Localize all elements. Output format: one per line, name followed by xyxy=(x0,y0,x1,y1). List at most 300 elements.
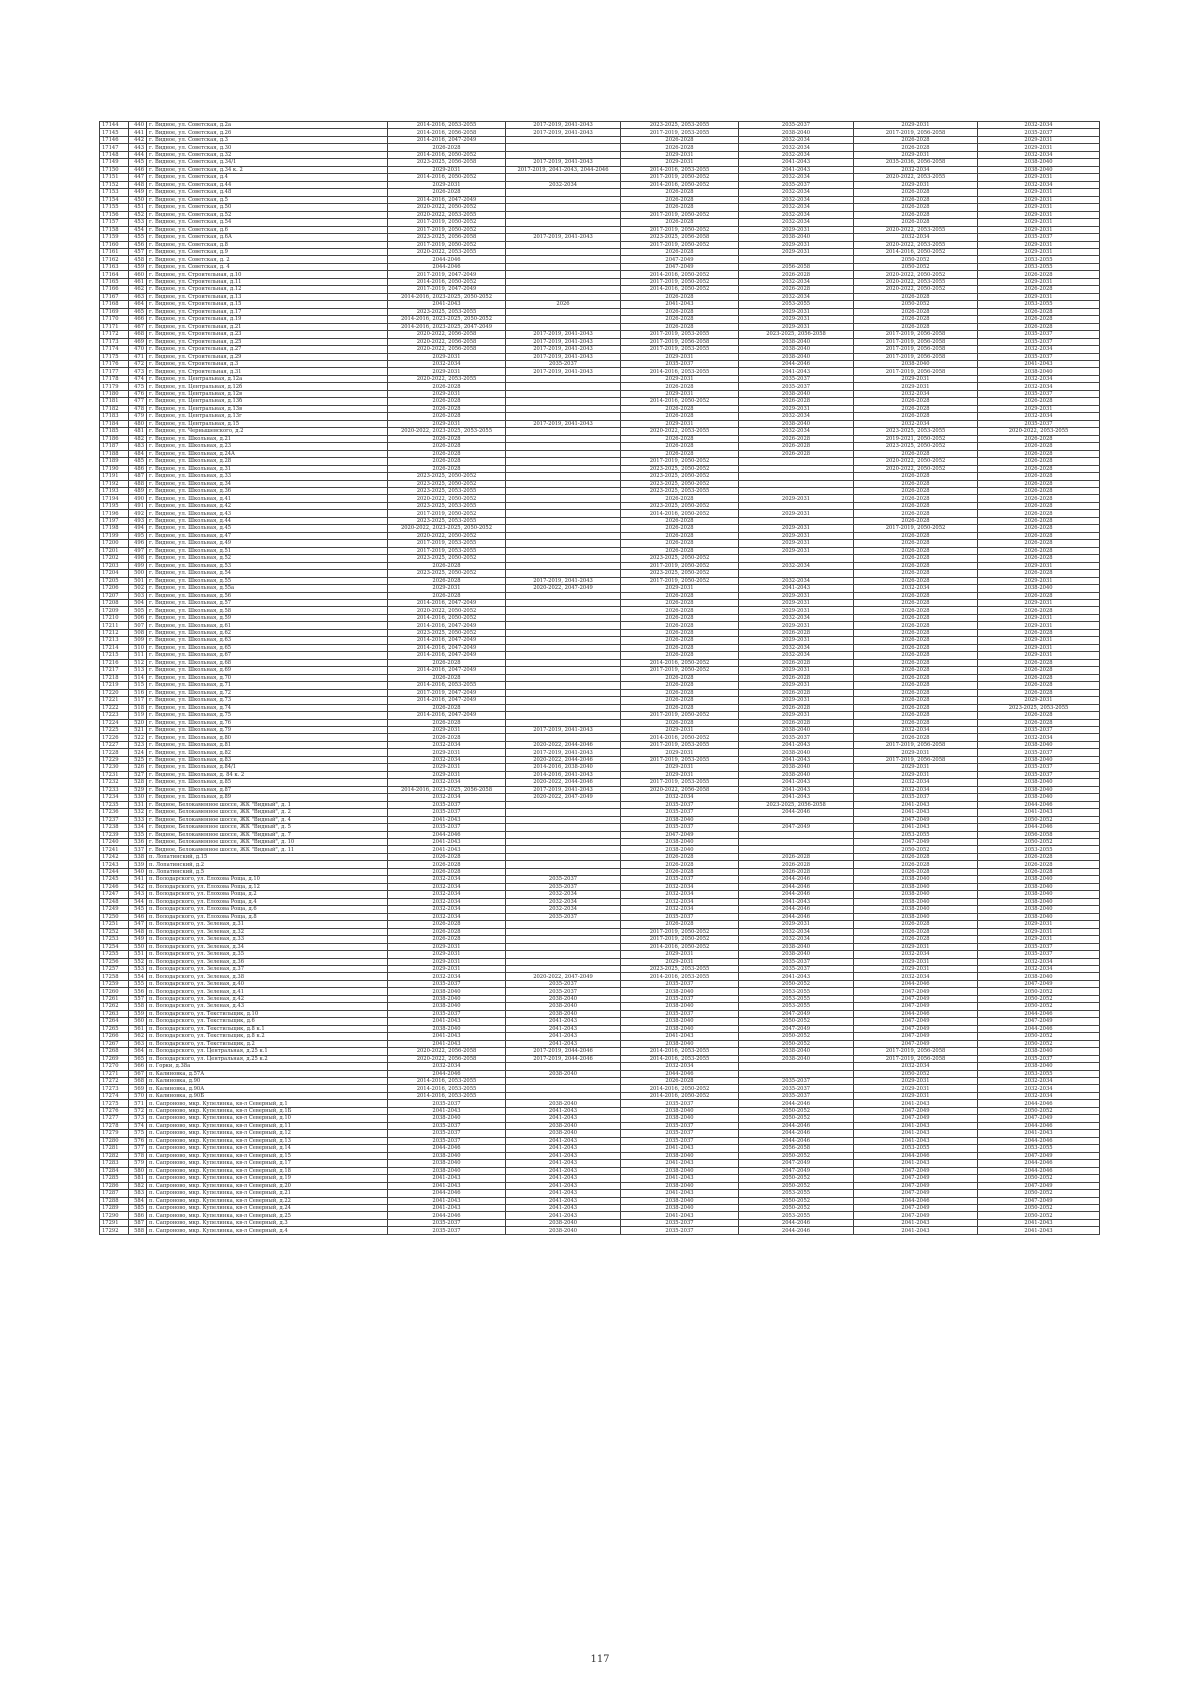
period-4-cell: 2047-2049 xyxy=(739,1160,854,1167)
period-2-cell xyxy=(506,428,621,435)
row-number-cell: 523 xyxy=(129,741,147,748)
period-1-cell: 2041-2043 xyxy=(388,1107,506,1114)
period-5-cell: 2032-2034 xyxy=(854,786,978,793)
row-number-cell: 515 xyxy=(129,682,147,689)
period-2-cell xyxy=(506,517,621,524)
row-number-cell: 534 xyxy=(129,824,147,831)
address-cell: г. Видное, ул. Школьная, д.24А xyxy=(147,450,388,457)
row-number-cell: 447 xyxy=(129,174,147,181)
period-4-cell: 2041-2043 xyxy=(739,794,854,801)
period-2-cell: 2041-2043 xyxy=(506,1167,621,1174)
table-row xyxy=(100,375,1100,382)
period-6-cell: 2026-2028 xyxy=(978,495,1100,502)
period-6-cell: 2032-2034 xyxy=(978,151,1100,158)
period-3-cell: 2017-2019, 2053-2055 xyxy=(621,779,739,786)
address-cell: п. Калиновка, д.90 xyxy=(147,1078,388,1085)
period-4-cell: 2047-2049 xyxy=(739,1025,854,1032)
period-5-cell: 2026-2028 xyxy=(854,316,978,323)
address-cell: п. Лопатинский, д.5 xyxy=(147,868,388,875)
address-cell: г. Видное, ул. Школьная, д.62 xyxy=(147,629,388,636)
row-id-cell: 17186 xyxy=(100,435,129,442)
period-4-cell: 2050-2052 xyxy=(739,1182,854,1189)
row-number-cell: 496 xyxy=(129,540,147,547)
period-1-cell: 2014-2016, 2047-2049 xyxy=(388,712,506,719)
period-1-cell: 2035-2037 xyxy=(388,1130,506,1137)
period-1-cell: 2038-2040 xyxy=(388,995,506,1002)
period-2-cell xyxy=(506,286,621,293)
period-6-cell: 2026-2028 xyxy=(978,308,1100,315)
table-row xyxy=(100,1018,1100,1025)
row-number-cell: 514 xyxy=(129,674,147,681)
period-3-cell: 2041-2043 xyxy=(621,1212,739,1219)
period-3-cell: 2035-2037 xyxy=(621,913,739,920)
period-3-cell: 2026-2028 xyxy=(621,697,739,704)
period-5-cell: 2035-2036, 2056-2058 xyxy=(854,159,978,166)
row-id-cell: 17200 xyxy=(100,540,129,547)
period-3-cell: 2017-2019, 2056-2058 xyxy=(621,338,739,345)
period-2-cell: 2041-2043 xyxy=(506,1204,621,1211)
table-row xyxy=(100,943,1100,950)
period-5-cell: 2026-2028 xyxy=(854,450,978,457)
address-cell: п. Сапроново, мкр. Купелинка, кв-л Северный, д.20 xyxy=(147,1182,388,1189)
address-cell: п. Володарского, ул. Текстильщик, д.2 xyxy=(147,1040,388,1047)
row-id-cell: 17210 xyxy=(100,614,129,621)
row-number-cell: 529 xyxy=(129,786,147,793)
period-3-cell: 2032-2034 xyxy=(621,794,739,801)
period-3-cell: 2041-2043 xyxy=(621,1145,739,1152)
period-6-cell: 2035-2037 xyxy=(978,353,1100,360)
period-4-cell xyxy=(739,465,854,472)
period-3-cell: 2014-2016, 2050-2052 xyxy=(621,286,739,293)
period-2-cell xyxy=(506,458,621,465)
period-5-cell: 2020-2022, 2053-2055 xyxy=(854,226,978,233)
table-row xyxy=(100,480,1100,487)
period-1-cell: 2014-2016, 2047-2049 xyxy=(388,622,506,629)
row-id-cell: 17165 xyxy=(100,278,129,285)
row-id-cell: 17263 xyxy=(100,1010,129,1017)
row-id-cell: 17207 xyxy=(100,592,129,599)
period-2-cell xyxy=(506,226,621,233)
table-row xyxy=(100,219,1100,226)
period-3-cell: 2032-2034 xyxy=(621,1063,739,1070)
period-3-cell: 2023-2025, 2053-2055 xyxy=(621,122,739,129)
period-5-cell: 2026-2028 xyxy=(854,689,978,696)
row-id-cell: 17228 xyxy=(100,749,129,756)
period-4-cell: 2029-2031 xyxy=(739,248,854,255)
address-cell: г. Видное, Белокаменное шоссе, ЖК "Видный", д. 1 xyxy=(147,801,388,808)
row-number-cell: 584 xyxy=(129,1197,147,1204)
period-6-cell: 2026-2028 xyxy=(978,473,1100,480)
period-2-cell: 2038-2040 xyxy=(506,1122,621,1129)
table-row xyxy=(100,898,1100,905)
period-4-cell xyxy=(739,1070,854,1077)
period-6-cell: 2029-2031 xyxy=(978,921,1100,928)
row-id-cell: 17289 xyxy=(100,1204,129,1211)
row-id-cell: 17152 xyxy=(100,181,129,188)
period-5-cell: 2026-2028 xyxy=(854,861,978,868)
period-4-cell: 2029-2031 xyxy=(739,607,854,614)
period-5-cell: 2023-2025, 2053-2055 xyxy=(854,428,978,435)
period-6-cell: 2044-2046 xyxy=(978,1025,1100,1032)
period-6-cell: 2035-2037 xyxy=(978,234,1100,241)
period-1-cell: 2026-2028 xyxy=(388,704,506,711)
table-row xyxy=(100,824,1100,831)
period-1-cell: 2041-2043 xyxy=(388,1197,506,1204)
period-1-cell: 2029-2031 xyxy=(388,771,506,778)
row-id-cell: 17209 xyxy=(100,607,129,614)
row-number-cell: 444 xyxy=(129,151,147,158)
period-2-cell xyxy=(506,719,621,726)
row-id-cell: 17189 xyxy=(100,458,129,465)
period-4-cell: 2029-2031 xyxy=(739,697,854,704)
row-number-cell: 461 xyxy=(129,278,147,285)
period-4-cell: 2035-2037 xyxy=(739,1085,854,1092)
row-number-cell: 458 xyxy=(129,256,147,263)
period-1-cell: 2014-2016, 2047-2049 xyxy=(388,136,506,143)
period-5-cell: 2041-2043 xyxy=(854,1137,978,1144)
period-4-cell: 2038-2040 xyxy=(739,749,854,756)
address-cell: г. Видное, Белокаменное шоссе, ЖК "Видный", д. 10 xyxy=(147,839,388,846)
period-4-cell: 2026-2028 xyxy=(739,450,854,457)
row-id-cell: 17222 xyxy=(100,704,129,711)
row-id-cell: 17224 xyxy=(100,719,129,726)
row-number-cell: 479 xyxy=(129,413,147,420)
period-2-cell: 2041-2043 xyxy=(506,1033,621,1040)
period-1-cell: 2044-2046 xyxy=(388,256,506,263)
period-5-cell: 2038-2040 xyxy=(854,913,978,920)
period-4-cell: 2032-2034 xyxy=(739,562,854,569)
period-5-cell: 2029-2031 xyxy=(854,151,978,158)
period-3-cell: 2038-2040 xyxy=(621,1003,739,1010)
table-row xyxy=(100,831,1100,838)
address-cell: п. Володарского, ул. Зеленая, д.33 xyxy=(147,936,388,943)
row-id-cell: 17171 xyxy=(100,323,129,330)
period-4-cell: 2041-2043 xyxy=(739,779,854,786)
period-6-cell: 2029-2031 xyxy=(978,219,1100,226)
row-id-cell: 17273 xyxy=(100,1085,129,1092)
period-6-cell: 2029-2031 xyxy=(978,174,1100,181)
row-id-cell: 17211 xyxy=(100,622,129,629)
period-1-cell: 2014-2016, 2053-2055 xyxy=(388,122,506,129)
period-6-cell: 2053-2055 xyxy=(978,263,1100,270)
period-4-cell: 2035-2037 xyxy=(739,383,854,390)
period-5-cell: 2026-2028 xyxy=(854,562,978,569)
period-5-cell: 2014-2016, 2050-2052 xyxy=(854,248,978,255)
period-4-cell: 2029-2031 xyxy=(739,510,854,517)
period-3-cell: 2023-2025, 2050-2052 xyxy=(621,465,739,472)
address-cell: г. Видное, ул. Строительная, д.29 xyxy=(147,353,388,360)
period-6-cell: 2029-2031 xyxy=(978,577,1100,584)
period-3-cell: 2014-2016, 2050-2052 xyxy=(621,1092,739,1099)
period-5-cell: 2032-2034 xyxy=(854,779,978,786)
period-2-cell: 2041-2043 xyxy=(506,1160,621,1167)
period-3-cell: 2017-2019, 2050-2052 xyxy=(621,928,739,935)
period-1-cell: 2014-2016, 2053-2055 xyxy=(388,682,506,689)
period-6-cell: 2026-2028 xyxy=(978,540,1100,547)
period-5-cell: 2050-2052 xyxy=(854,846,978,853)
period-1-cell: 2029-2031 xyxy=(388,390,506,397)
period-6-cell: 2026-2028 xyxy=(978,487,1100,494)
address-cell: п. Володарского, ул. Текстильщик, д.6 xyxy=(147,1018,388,1025)
period-1-cell: 2014-2016, 2047-2049 xyxy=(388,644,506,651)
address-cell: г. Видное, ул. Школьная, д.74 xyxy=(147,704,388,711)
period-5-cell: 2047-2049 xyxy=(854,1107,978,1114)
period-4-cell xyxy=(739,458,854,465)
period-5-cell: 2029-2031 xyxy=(854,764,978,771)
period-4-cell: 2032-2034 xyxy=(739,614,854,621)
period-1-cell: 2023-2025, 2056-2058 xyxy=(388,234,506,241)
address-cell: п. Калиновка, д.90Б xyxy=(147,1092,388,1099)
period-1-cell: 2020-2022, 2056-2058 xyxy=(388,1055,506,1062)
period-1-cell: 2029-2031 xyxy=(388,749,506,756)
table-row xyxy=(100,816,1100,823)
period-5-cell: 2026-2028 xyxy=(854,405,978,412)
period-1-cell: 2023-2025, 2053-2055 xyxy=(388,517,506,524)
address-cell: п. Володарского, ул. Елохова Роща, д.12 xyxy=(147,883,388,890)
period-4-cell: 2032-2034 xyxy=(739,211,854,218)
period-1-cell: 2014-2016, 2047-2049 xyxy=(388,600,506,607)
period-1-cell: 2029-2031 xyxy=(388,958,506,965)
row-number-cell: 449 xyxy=(129,189,147,196)
period-2-cell xyxy=(506,398,621,405)
address-cell: г. Видное, ул. Школьная, д.83 xyxy=(147,756,388,763)
table-row xyxy=(100,682,1100,689)
period-1-cell: 2014-2016, 2047-2049 xyxy=(388,667,506,674)
row-id-cell: 17278 xyxy=(100,1122,129,1129)
period-4-cell: 2044-2046 xyxy=(739,891,854,898)
period-3-cell: 2026-2028 xyxy=(621,196,739,203)
period-5-cell: 2026-2028 xyxy=(854,204,978,211)
period-4-cell: 2044-2046 xyxy=(739,361,854,368)
period-4-cell: 2053-2055 xyxy=(739,301,854,308)
table-row xyxy=(100,951,1100,958)
row-id-cell: 17172 xyxy=(100,331,129,338)
period-2-cell xyxy=(506,607,621,614)
period-4-cell: 2038-2040 xyxy=(739,234,854,241)
period-5-cell: 2038-2040 xyxy=(854,876,978,883)
row-number-cell: 524 xyxy=(129,749,147,756)
address-cell: г. Видное, ул. Советская, д.34/1 xyxy=(147,159,388,166)
period-5-cell: 2026-2028 xyxy=(854,652,978,659)
address-cell: г. Видное, ул. Советская, д.48 xyxy=(147,189,388,196)
address-cell: п. Володарского, ул. Зеленая, д.32 xyxy=(147,928,388,935)
table-row xyxy=(100,1212,1100,1219)
table-row xyxy=(100,637,1100,644)
period-1-cell: 2032-2034 xyxy=(388,741,506,748)
period-5-cell: 2038-2040 xyxy=(854,898,978,905)
table-row xyxy=(100,435,1100,442)
period-1-cell: 2023-2025, 2050-2052 xyxy=(388,473,506,480)
row-id-cell: 17249 xyxy=(100,906,129,913)
row-number-cell: 554 xyxy=(129,973,147,980)
row-id-cell: 17270 xyxy=(100,1063,129,1070)
address-cell: п. Калиновка, д.90А xyxy=(147,1085,388,1092)
row-id-cell: 17188 xyxy=(100,450,129,457)
period-2-cell xyxy=(506,1085,621,1092)
period-2-cell xyxy=(506,1092,621,1099)
row-number-cell: 443 xyxy=(129,144,147,151)
period-2-cell: 2017-2019, 2041-2043 xyxy=(506,749,621,756)
table-row xyxy=(100,361,1100,368)
period-1-cell: 2032-2034 xyxy=(388,973,506,980)
address-cell: г. Видное, ул. Школьная, д.57 xyxy=(147,600,388,607)
period-2-cell xyxy=(506,644,621,651)
period-3-cell: 2026-2028 xyxy=(621,413,739,420)
period-1-cell: 2026-2028 xyxy=(388,450,506,457)
period-1-cell: 2038-2040 xyxy=(388,1003,506,1010)
period-1-cell: 2017-2019, 2050-2052 xyxy=(388,510,506,517)
address-cell: г. Видное, ул. Школьная, д.65 xyxy=(147,644,388,651)
table-row xyxy=(100,211,1100,218)
period-3-cell: 2035-2037 xyxy=(621,809,739,816)
period-3-cell: 2017-2019, 2053-2055 xyxy=(621,756,739,763)
address-cell: г. Видное, ул. Советская, д.26 xyxy=(147,129,388,136)
period-1-cell: 2026-2028 xyxy=(388,861,506,868)
period-4-cell: 2026-2028 xyxy=(739,271,854,278)
row-id-cell: 17157 xyxy=(100,219,129,226)
table-row xyxy=(100,614,1100,621)
table-row xyxy=(100,1078,1100,1085)
period-6-cell: 2038-2040 xyxy=(978,794,1100,801)
period-3-cell: 2023-2025, 2050-2052 xyxy=(621,555,739,562)
period-2-cell: 2032-2034 xyxy=(506,898,621,905)
period-6-cell: 2035-2037 xyxy=(978,331,1100,338)
address-cell: п. Сапроново, мкр. Купелинка, кв-л Северный, д.24 xyxy=(147,1204,388,1211)
address-cell: п. Лопатинский, д.15 xyxy=(147,853,388,860)
period-3-cell: 2026-2028 xyxy=(621,652,739,659)
period-4-cell: 2026-2028 xyxy=(739,629,854,636)
period-4-cell: 2050-2052 xyxy=(739,1197,854,1204)
table-row xyxy=(100,129,1100,136)
period-3-cell: 2026-2028 xyxy=(621,495,739,502)
row-id-cell: 17266 xyxy=(100,1033,129,1040)
address-cell: г. Видное, ул. Советская, д.30 xyxy=(147,144,388,151)
row-id-cell: 17220 xyxy=(100,689,129,696)
period-4-cell: 2029-2031 xyxy=(739,600,854,607)
period-2-cell: 2026 xyxy=(506,301,621,308)
row-id-cell: 17285 xyxy=(100,1175,129,1182)
table-row xyxy=(100,868,1100,875)
period-6-cell: 2035-2037 xyxy=(978,420,1100,427)
table-row xyxy=(100,734,1100,741)
address-cell: г. Видное, ул. Школьная, д.45 xyxy=(147,525,388,532)
row-id-cell: 17203 xyxy=(100,562,129,569)
address-cell: г. Видное, ул. Советская, д.6 xyxy=(147,226,388,233)
address-cell: г. Видное, ул. Школьная, д.82 xyxy=(147,749,388,756)
row-number-cell: 541 xyxy=(129,876,147,883)
period-1-cell: 2023-2025, 2056-2058 xyxy=(388,159,506,166)
period-6-cell: 2038-2040 xyxy=(978,1063,1100,1070)
period-6-cell: 2032-2034 xyxy=(978,181,1100,188)
period-3-cell: 2035-2037 xyxy=(621,1137,739,1144)
period-6-cell: 2047-2049 xyxy=(978,1018,1100,1025)
period-5-cell: 2017-2019, 2056-2058 xyxy=(854,353,978,360)
period-5-cell: 2029-2031 xyxy=(854,1085,978,1092)
period-5-cell: 2026-2028 xyxy=(854,622,978,629)
period-3-cell: 2038-2040 xyxy=(621,1197,739,1204)
period-2-cell: 2017-2019, 2041-2043 xyxy=(506,346,621,353)
period-5-cell: 2041-2043 xyxy=(854,809,978,816)
period-3-cell: 2026-2028 xyxy=(621,316,739,323)
period-3-cell: 2026-2028 xyxy=(621,517,739,524)
period-3-cell: 2035-2037 xyxy=(621,1219,739,1226)
period-5-cell: 2026-2028 xyxy=(854,659,978,666)
row-id-cell: 17191 xyxy=(100,473,129,480)
row-id-cell: 17218 xyxy=(100,674,129,681)
period-1-cell: 2026-2028 xyxy=(388,921,506,928)
period-2-cell xyxy=(506,308,621,315)
period-6-cell: 2029-2031 xyxy=(978,226,1100,233)
period-6-cell: 2029-2031 xyxy=(978,405,1100,412)
period-5-cell: 2041-2043 xyxy=(854,1219,978,1226)
period-1-cell: 2014-2016, 2023-2025, 2050-2052 xyxy=(388,293,506,300)
period-6-cell: 2044-2046 xyxy=(978,1010,1100,1017)
period-3-cell: 2023-2025, 2056-2058 xyxy=(621,234,739,241)
row-id-cell: 17179 xyxy=(100,383,129,390)
row-number-cell: 484 xyxy=(129,450,147,457)
period-3-cell: 2026-2028 xyxy=(621,532,739,539)
period-4-cell: 2041-2043 xyxy=(739,741,854,748)
period-1-cell: 2026-2028 xyxy=(388,936,506,943)
table-row xyxy=(100,1070,1100,1077)
row-number-cell: 563 xyxy=(129,1040,147,1047)
period-4-cell: 2044-2046 xyxy=(739,1219,854,1226)
period-3-cell: 2029-2031 xyxy=(621,958,739,965)
period-1-cell: 2029-2031 xyxy=(388,965,506,972)
period-4-cell: 2038-2040 xyxy=(739,726,854,733)
period-5-cell: 2026-2028 xyxy=(854,921,978,928)
period-4-cell: 2041-2043 xyxy=(739,585,854,592)
period-1-cell: 2026-2028 xyxy=(388,674,506,681)
period-6-cell: 2026-2028 xyxy=(978,667,1100,674)
row-id-cell: 17233 xyxy=(100,786,129,793)
row-number-cell: 536 xyxy=(129,839,147,846)
period-5-cell: 2041-2043 xyxy=(854,1160,978,1167)
address-cell: п. Володарского, ул. Центральная, д.25 к.1 xyxy=(147,1048,388,1055)
address-cell: г. Видное, ул. Школьная, д.85 xyxy=(147,779,388,786)
address-cell: п. Сапроново, мкр. Купелинка, кв-л Северный, д.14 xyxy=(147,1145,388,1152)
period-3-cell: 2038-2040 xyxy=(621,1018,739,1025)
period-5-cell: 2029-2031 xyxy=(854,122,978,129)
period-6-cell: 2029-2031 xyxy=(978,652,1100,659)
row-number-cell: 503 xyxy=(129,592,147,599)
table-row xyxy=(100,652,1100,659)
row-number-cell: 571 xyxy=(129,1100,147,1107)
table-row xyxy=(100,1175,1100,1182)
period-2-cell: 2041-2043 xyxy=(506,1025,621,1032)
period-1-cell: 2026-2028 xyxy=(388,189,506,196)
period-3-cell: 2026-2028 xyxy=(621,853,739,860)
table-row xyxy=(100,689,1100,696)
table-row xyxy=(100,189,1100,196)
period-2-cell xyxy=(506,824,621,831)
period-2-cell: 2017-2019, 2041-2043 xyxy=(506,577,621,584)
period-1-cell: 2023-2025, 2050-2052 xyxy=(388,629,506,636)
period-2-cell xyxy=(506,712,621,719)
address-cell: г. Видное, ул. Школьная, д.71 xyxy=(147,682,388,689)
period-2-cell xyxy=(506,219,621,226)
address-cell: п. Сапроново, мкр. Купелинка, кв-л Северный, д.3 xyxy=(147,1219,388,1226)
period-6-cell: 2026-2028 xyxy=(978,868,1100,875)
period-5-cell: 2017-2019, 2056-2058 xyxy=(854,331,978,338)
period-6-cell: 2026-2028 xyxy=(978,682,1100,689)
period-4-cell: 2032-2034 xyxy=(739,278,854,285)
period-6-cell: 2026-2028 xyxy=(978,517,1100,524)
address-cell: г. Видное, ул. Строительная, д.3 xyxy=(147,361,388,368)
period-2-cell xyxy=(506,413,621,420)
row-id-cell: 17219 xyxy=(100,682,129,689)
period-4-cell: 2050-2052 xyxy=(739,1040,854,1047)
